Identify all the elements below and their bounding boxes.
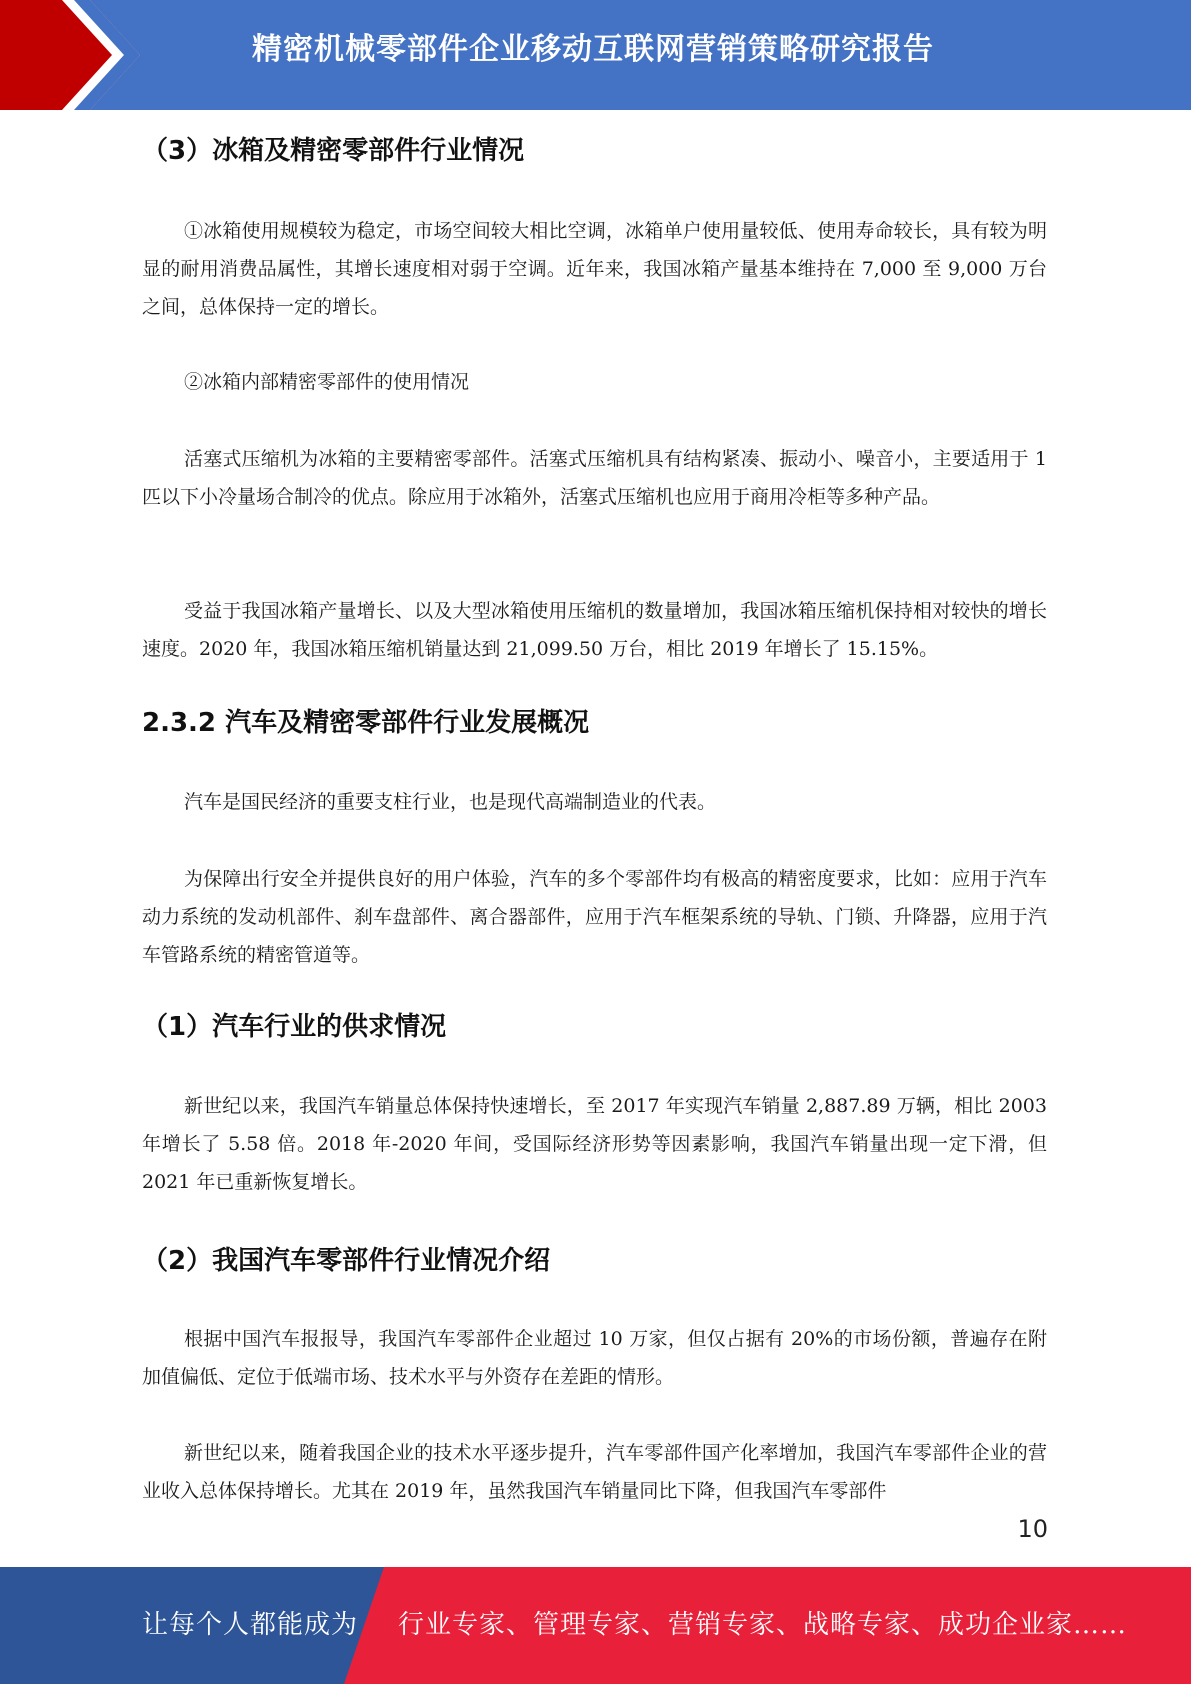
paragraph-piston-compressor: 活塞式压缩机为冰箱的主要精密零部件。活塞式压缩机具有结构紧凑、振动小、噪音小，主要适用于 1 匹以下小冷量场合制冷的优点。除应用于冰箱外，活塞式压缩机也应用于商用冷柜等多种产品。 (142, 448, 1047, 508)
heading-auto-industry: 2.3.2 汽车及精密零部件行业发展概况 (142, 708, 590, 738)
paragraph-auto-pillar: 汽车是国民经济的重要支柱行业，也是现代高端制造业的代表。 (184, 791, 717, 813)
paragraph-compressor-sales: 受益于我国冰箱产量增长、以及大型冰箱使用压缩机的数量增加，我国冰箱压缩机保持相对较快的增长速度。2020 年，我国冰箱压缩机销量达到 21,099.50 万台，相比 2019 年增长了 15.15%。 (142, 600, 1047, 660)
page-number: 10 (1017, 1515, 1048, 1543)
heading-auto-parts: （2）我国汽车零部件行业情况介绍 (142, 1246, 551, 1276)
heading-fridge-industry: （3）冰箱及精密零部件行业情况 (142, 136, 525, 166)
footer-slogan-left: 让每个人都能成为 (142, 1610, 359, 1640)
header-red-chevron (0, 0, 150, 110)
paragraph-fridge-parts-title: ②冰箱内部精密零部件的使用情况 (184, 371, 470, 393)
paragraph-auto-sales: 新世纪以来，我国汽车销量总体保持快速增长，至 2017 年实现汽车销量 2,887.89 万辆，相比 2003 年增长了 5.58 倍。2018 年-2020 年间，受国际经济形势等因素影响，我国汽车销量出现一定下滑，但 2021 年已重新恢复增长。 (142, 1095, 1047, 1193)
page-footer (0, 1567, 1191, 1684)
paragraph-auto-parts-share: 根据中国汽车报报导，我国汽车零部件企业超过 10 万家，但仅占据有 20%的市场份额，普遍存在附加值偏低、定位于低端市场、技术水平与外资存在差距的情形。 (142, 1328, 1047, 1388)
page-header (0, 0, 1191, 110)
footer-slogan-right: 行业专家、管理专家、营销专家、战略专家、成功企业家…… (398, 1610, 1128, 1640)
heading-auto-supply-demand: （1）汽车行业的供求情况 (142, 1012, 447, 1042)
paragraph-auto-parts-revenue: 新世纪以来，随着我国企业的技术水平逐步提升，汽车零部件国产化率增加，我国汽车零部件企业的营业收入总体保持增长。尤其在 2019 年，虽然我国汽车销量同比下降，但我国汽车零部件 (142, 1442, 1047, 1502)
paragraph-auto-precision: 为保障出行安全并提供良好的用户体验，汽车的多个零部件均有极高的精密度要求，比如：应用于汽车动力系统的发动机部件、刹车盘部件、离合器部件，应用于汽车框架系统的导轨、门锁、升降器，应用于汽车管路系统的精密管道等。 (142, 868, 1047, 966)
paragraph-fridge-scale: ①冰箱使用规模较为稳定，市场空间较大相比空调，冰箱单户使用量较低、使用寿命较长，具有较为明显的耐用消费品属性，其增长速度相对弱于空调。近年来，我国冰箱产量基本维持在 7,000 至 9,000 万台之间，总体保持一定的增长。 (142, 220, 1047, 318)
report-title: 精密机械零部件企业移动互联网营销策略研究报告 (252, 32, 934, 67)
